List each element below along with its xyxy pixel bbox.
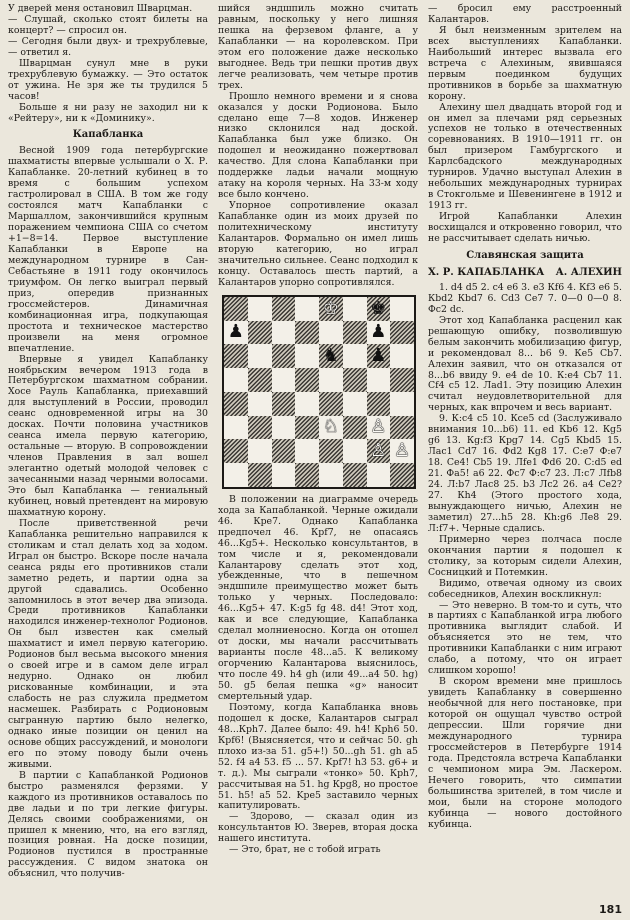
board-square [390,368,414,392]
board-square [367,463,391,487]
board-square [367,297,391,321]
paragraph: Поэтому, когда Капабланка вновь подошел к доске, Калантаров сыграл 48...Крh7. Далее было: 49. h4! Крh6 50. Крf6! (Выясняется, что и сейчас 50. gh плохо из-за 51. g5+!) 50...gh 51. gh a5 52. f4 a4 53. f5 ... 57. Kрf7! h3 53. g6+ и т. д.). Мы сыграли «тонко» 50. Крh7, рассчитывая на 51. hg Крg8, но простое 51. h5! a5 52. Kре5 заставило черных капитулировать. [218,701,418,812]
paragraph: — Слушай, сколько стоят билеты на концерт? — спросил он. [8,13,208,36]
chess-diagram [222,295,418,489]
paragraph: — Здорово, — сказал один из консультантов Ю. Зверев, вторая доска нашего института. [218,811,418,845]
paragraph: — Это, брат, не с тобой играть [229,844,381,856]
white-pawn-icon: ♙ [370,440,387,462]
board-square [272,321,296,345]
paragraph: Я был неизменным зрителем на всех выступлениях Капабланки. Наибольший интерес вызвала его встреча с Алехиным, явившаяся первым поединком будущих противников в борьбе за шахматную корону. [428,24,622,102]
board-square [224,416,248,440]
column-right [428,4,622,831]
board-square [319,439,343,463]
opening-name: Славянская защита [466,249,584,261]
paragraph: В партии с Капабланкой Родионов быстро разменялся ферзями. У каждого из противников оставалось по две ладьи и по три легкие фигуры. Делясь своими соображениями, он пришел к мнению, что, на его взгляд, позиция ровная. На доске позиции, Родионов пустился в пространные рассуждения. С видом знатока он объяснил, что получив- [8,769,208,880]
paragraph: Больше я ни разу не заходил ни к «Рейтеру», ни к «Доминику». [8,101,208,124]
board-square [248,416,272,440]
paragraph: Игрой Капабланки Алехин восхищался и откровенно говорил, что не рассчитывает сделать ничью. [428,211,622,245]
board-square [367,368,391,392]
board-square [390,297,414,321]
board-square [295,368,319,392]
paragraph: Весной 1909 года петербургские шахматисты впервые услышали о Х. Р. Капабланке. 20-летний кубинец в то время с большим успехом гастролировал в США. В том же году состоялся матч Капабланки с Маршаллом, закончившийся крупным поражением чемпиона США со счетом +1−8=14. Первое выступление Капабланки в Европе на международном турнире в Сан-Себастьяне в 1911 году окончилось триумфом. Он легко выиграл первый приз, опередив признанных гроссмейстеров. Динамичная комбинационная игра, подкупающая простота и техническое мастерство произвели на меня огромное впечатление. [8,145,208,354]
board-square [319,368,343,392]
column-middle [218,4,418,856]
board-square [272,416,296,440]
paragraph: В положении на диаграмме очередь хода за Капабланкой. Черные ожидали 46. Крe7. Однако Капабланка предпочел 46. Крf7, не опасаясь 46...Kg5+. Несколько консультантов, в том числе и я, рекомендовали Калантарову сделать этот ход, убежденные, что в пешечном эндшпиле преимущество может быть только у черных. Последовало: 46...Kg5+ 47. K:g5 fg 48. d4! Этот ход, как и все следующие, Капабланка сделал молниеносно. Когда он отошел от доски, мы начали рассчитывать варианты после 48...a5. К великому огорчению Калантарова выяснилось, что после 49. h4 gh (или 49...a4 50. hg) 50. g5 белая пешка «g» наносит смертельный удар. [218,493,418,702]
board-square [390,463,414,487]
black-pawn-icon: ♟ [370,321,387,343]
white-knight-icon: ♘ [322,416,339,438]
paragraph: В скором времени мне пришлось увидеть Капабланку в совершенно необычной для него постановке, при которой он ощущал чувство острой депрессии. Шли горячие дни международного турнира гроссмейстеров в Петербурге 1914 года. Предстояла встреча Капабланки с чемпионом мира Эм. Ласкером. Нечего говорить, что симпатии большинства зрителей, в том числе и мои, были на стороне молодого кубинца — нового достойного кубинца. [428,676,622,830]
board-square [224,297,248,321]
column-left [8,4,208,880]
black-knight-icon: ♞ [322,345,339,367]
board-square [295,321,319,345]
board-square [390,439,414,463]
chess-board [222,295,416,489]
board-square [272,439,296,463]
board-square [367,439,391,463]
board-square [248,463,272,487]
board-square [224,321,248,345]
board-square [248,439,272,463]
board-square [343,439,367,463]
board-square [367,416,391,440]
board-square [319,297,343,321]
paragraph: После приветственной речи Капабланка решительно направился к столикам и стал делать ход за ходом. Играл он быстро. Вскоре после начала сеанса ряды его противников стали заметно редеть, и партии одна за другой сдавались. Особенно запомнилось в этот вечер два эпизода. Среди противников Капабланки находился инженер-технолог Родионов. Он был известен как смелый шахматист и имел первую категорию. Родионов был весьма высокого мнения о своей игре и в самом деле играл недурно. Однако он любил рискованные комбинации, и эта слабость не раз служила предметом насмешек. Разбирать с Родионовым сыгранную партию было нелегко, однако иные позиции он ценил на основе общих рассуждений, и монологи его по этому поводу были очень живыми. [8,517,208,770]
section-heading: Капабланка [72,129,144,141]
black-king-icon: ♚ [370,297,387,319]
board-square [295,344,319,368]
board-square [343,392,367,416]
paragraph: Впервые я увидел Капабланку ноябрьским вечером 1913 года в Петербургском шахматном собрании. Хосе Рауль Капабланка, приехавший для выступлений в России, проводил сеанс одновременной игры на 30 досках. Почти половина участников сеанса имела первую категорию, остальные — вторую. В сопровождении членов Правления в зал вошел элегантно одетый молодой человек с зачесанными назад черными волосами. Это был Капабланка — гениальный кубинец, новый претендент на мировую шахматную корону. [8,353,208,518]
paragraph: Видимо, отвечая одному из своих собеседников, Алехин воскликнул: [428,577,622,600]
board-square [319,344,343,368]
board-square [390,392,414,416]
board-square [248,321,272,345]
board-square [272,368,296,392]
board-square [390,321,414,345]
paragraph: шийся эндшпиль можно считать равным, поскольку у него лишняя пешка на ферзевом фланге, а у Капабланки — на королевском. При этом его положение даже несколько выгоднее. Ведь три пешки против двух легче реализовать, чем четыре против трех. [218,3,418,91]
paragraph: — Сегодня были двух- и трехрублевые, — ответил я. [8,35,208,58]
board-square [224,392,248,416]
board-square [295,392,319,416]
game-players [428,268,622,279]
paragraph: Прошло немного времени и я снова оказался у доски Родионова. Было сделано еще 7—8 ходов. Инженер низко склонился над доской. Капабланка был уже близко. Он подошел и неожиданно пожертвовал качество. Для слона Капабланки при поддержке ладьи начали мощную атаку на короля черных. На 33-м ходу все было кончено. [218,90,418,201]
board-square [343,416,367,440]
white-player-name: Х. Р. КАПАБЛАНКА [428,266,545,278]
board-square [248,392,272,416]
board-square [390,344,414,368]
game-moves: 1. d4 d5 2. c4 e6 3. e3 Кf6 4. Кf3 e6 5. Кbd2 Кbd7 6. Cd3 Ce7 7. 0—0 0—0 8. Фc2 dc. [428,281,622,315]
board-square [272,297,296,321]
paragraph: Алехину шел двадцать второй год и он имел за плечами ряд серьезных успехов не только в отечественных соревнованиях. В 1910—1911 гг. он был призером Гамбургского и Карлсбадского международных турниров. Удачно выступал Алехин в небольших международных турнирах в Стокгольме и Шевенингене в 1912 и 1913 гг. [428,101,622,212]
paragraph: У дверей меня остановил Шварцман. [8,3,193,14]
page-number: 181 [599,903,622,916]
board-square [295,439,319,463]
paragraph: — Это неверно. В том-то и суть, что в партиях с Капабланкой игра любого противника выглядит слабой. И объясняется это не тем, что противники Капабланки с ним играют слабо, а потому, что он играет слишком хорошо! [428,599,622,677]
board-square [224,439,248,463]
board-square [295,416,319,440]
board-square [367,344,391,368]
board-square [319,392,343,416]
board-square [367,321,391,345]
board-square [272,463,296,487]
board-square [367,392,391,416]
paragraph: Шварцман сунул мне в руки трехрублевую бумажку. — Это остаток от ужина. Не зря же ты трудился 5 часов! [8,57,208,102]
board-square [224,344,248,368]
paragraph: — бросил ему расстроенный Калантаров. [428,3,622,25]
black-pawn-icon: ♟ [227,321,244,343]
white-pawn-icon: ♙ [370,416,387,438]
white-pawn-icon: ♙ [394,440,411,462]
white-king-icon: ♔ [322,297,339,319]
paragraph: Упорное сопротивление оказал Капабланке один из моих друзей по политехническому институту Калантаров. Формально он имел лишь вторую категорию, но играл значительно сильнее. Сеанс подходил к концу. Оставалось шесть партий, а Калантаров упорно сопротивлялся. [218,200,418,288]
board-square [319,416,343,440]
board-square [319,463,343,487]
board-square [248,297,272,321]
board-square [272,344,296,368]
paragraph: Примерно через полчаса после окончания партии я подошел к столику, за которым сидели Алехин, Сосницкий и Потемкин. [428,533,622,578]
black-player-name: А. АЛЕХИН [555,266,622,278]
board-square [343,368,367,392]
game-commentary: Этот ход Капабланка расценил как решающую ошибку, позволившую белым закончить мобилизацию фигур, и рекомендовал 8... b6 9. Кe5 Cb7. Алехин заявил, что он отказался от 8...b6 ввиду 9. e4 de 10. К:e4 Cb7 11. Cf4 c5 12. Лad1. Эту позицию Алехин считал неудовлетворительной для черных, как впрочем и весь вариант. [428,314,622,414]
board-square [343,321,367,345]
board-square [248,368,272,392]
board-square [224,368,248,392]
board-square [224,463,248,487]
board-square [295,297,319,321]
board-square [295,463,319,487]
board-square [272,392,296,416]
board-square [343,344,367,368]
board-square [248,344,272,368]
game-moves: 9. К:c4 c5 10. Кce5 cd (Заслуживало внимания 10...b6) 11. ed Кb6 12. Кg5 g6 13. Кg:f3 Кpg7 14. Cg5 Кbd5 15. Лac1 Cd7 16. Фd2 Кg8 17. C:e7 Ф:e7 18. Ce4! Cb5 19. Лfe1 Фd6 20. C:d5 ed 21. Фa5! a6 22. Фc7 Ф:c7 23. Л:c7 Лfb8 24. Л:b7 Лac8 25. b3 Лc2 26. a4 Ce2? 27. Кh4 (Этого простого хода, вынуждающего ничью, Алехин не заметил) 27...h5 28. Кh:g6 Лe8 29. Л:f7+. Черные сдались. [428,413,622,534]
board-square [343,297,367,321]
board-square [343,463,367,487]
black-pawn-icon: ♟ [370,345,387,367]
board-square [319,321,343,345]
board-square [390,416,414,440]
